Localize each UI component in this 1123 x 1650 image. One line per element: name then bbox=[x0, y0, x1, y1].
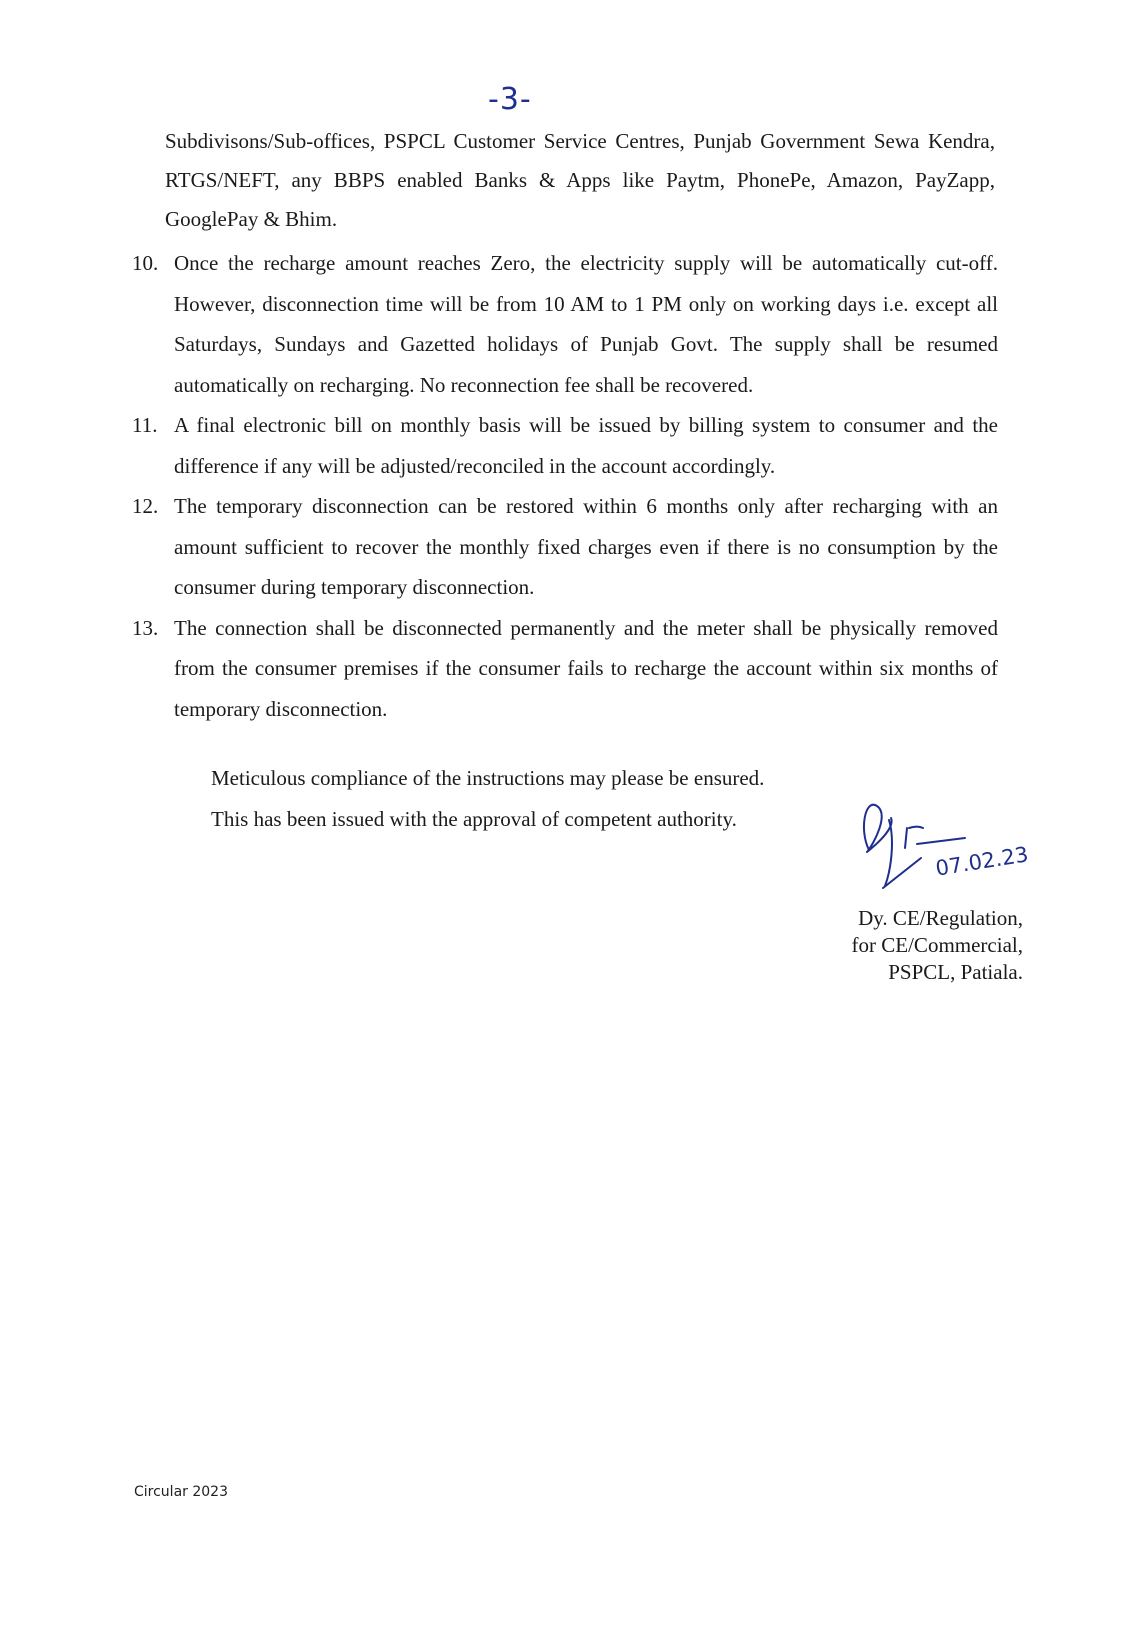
signature-date: 07.02.23 bbox=[933, 842, 1031, 881]
approval-line: This has been issued with the approval of competent authority. bbox=[211, 807, 737, 831]
item-number: 10. bbox=[132, 251, 159, 275]
signatory-block bbox=[852, 905, 1023, 986]
handwritten-signature bbox=[855, 800, 1085, 910]
list-item bbox=[132, 243, 998, 405]
closing-remarks bbox=[211, 758, 764, 840]
item-text: The temporary disconnection can be restored within 6 months only after recharging with an amount sufficient to recover the monthly fixed charges even if there is no consumption by the consumer during temporary disconnection. bbox=[174, 494, 998, 599]
continuation-paragraph: Subdivisons/Sub-offices, PSPCL Customer Service Centres, Punjab Government Sewa Kendra, RTGS/NEFT, any BBPS enabled Banks & Apps like Paytm, PhonePe, Amazon, PayZapp, GooglePay & Bhim. bbox=[165, 129, 995, 231]
office: PSPCL, Patiala. bbox=[888, 960, 1023, 984]
compliance-line: Meticulous compliance of the instructions may please be ensured. bbox=[211, 766, 765, 790]
for-line: for CE/Commercial, bbox=[851, 933, 1023, 957]
footer-label: Circular 2023 bbox=[134, 1484, 228, 1500]
item-text: Once the recharge amount reaches Zero, the electricity supply will be automatically cut-off. However, disconnection time will be from 10 AM to 1 PM only on working days i.e. except all Saturdays, Sundays and Gazetted holidays of Punjab Govt. The supply shall be resumed automatically on recharging. No reconnection fee shall be recovered. bbox=[174, 251, 998, 397]
item-number: 13. bbox=[132, 615, 159, 640]
item-number: 12. bbox=[132, 494, 159, 518]
item-text: A final electronic bill on monthly basis will be issued by billing system to consumer and the difference if any will be adjusted/reconciled in the account accordingly. bbox=[174, 413, 998, 478]
numbered-instructions-list bbox=[132, 243, 998, 729]
item-text: The connection shall be disconnected permanently and the meter shall be physically removed from the consumer premises if the consumer fails to recharge the account within six months of temporary disconnection. bbox=[174, 615, 998, 721]
list-item bbox=[132, 405, 998, 486]
page-number: -3- bbox=[488, 82, 532, 117]
list-item bbox=[132, 486, 998, 608]
designation: Dy. CE/Regulation, bbox=[858, 906, 1023, 930]
list-item bbox=[132, 608, 998, 730]
item-number: 11. bbox=[132, 413, 158, 437]
